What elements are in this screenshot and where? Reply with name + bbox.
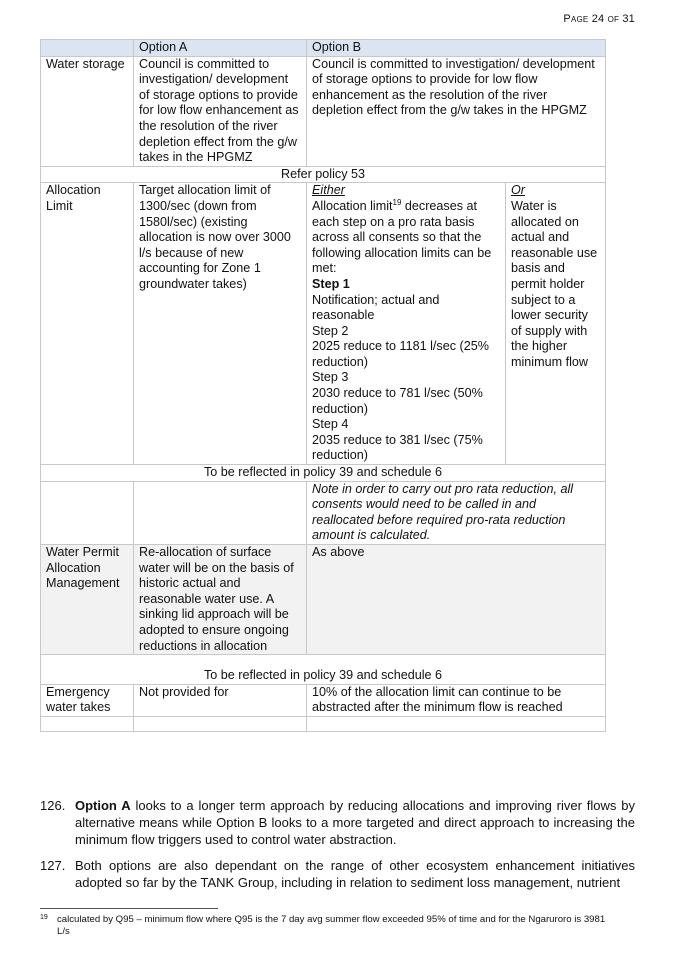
paragraph-text — [75, 797, 635, 848]
step2-label: Step 2 — [312, 323, 349, 338]
permit-management-option-a: Re-allocation of surface water will be on the basis of historic actual and reasonable water use. A sinking lid approach will be adopted to ensure ongoing reductions in allocation — [134, 545, 307, 655]
paragraph-127 — [40, 857, 635, 891]
row-reflected-2 — [41, 655, 606, 685]
water-storage-option-b: Council is committed to investigation/ development of storage options to provide for low flow enhancement as the resolution of the river depletion effect from the g/w takes in the HPGMZ — [307, 56, 606, 166]
reflected-policy-text-2: To be reflected in policy 39 and schedule 6 — [41, 655, 606, 685]
footnote-ref: 19 — [392, 197, 402, 207]
table-header-row — [41, 40, 606, 57]
page-number: Page 24 of 31 — [563, 13, 635, 25]
footnote-text: calculated by Q95 – minimum flow where Q95 is the 7 day avg summer flow exceeded 95% of time and for the Ngaruroro is 3981 L/s — [57, 914, 606, 937]
paragraph-number: 126. — [40, 798, 66, 813]
note-empty-label — [41, 481, 134, 544]
permit-management-option-b: As above — [307, 545, 606, 655]
paragraph-body: looks to a longer term approach by reducing allocations and improving river flows by alternative means while Option B looks to a more targeted and direct approach to increasing the minimum flow triggers used to control water abstraction. — [75, 798, 635, 847]
allocation-limit-or — [506, 183, 606, 465]
footnote-divider — [40, 908, 218, 909]
row-refer-policy — [41, 166, 606, 183]
either-text-start: Allocation limit — [312, 198, 393, 213]
row-label-water-storage: Water storage — [41, 56, 134, 166]
note-empty-option-a — [134, 481, 307, 544]
options-table — [40, 39, 606, 732]
row-water-storage — [41, 56, 606, 166]
blank-cell-3 — [307, 716, 606, 731]
either-description — [312, 199, 500, 277]
row-blank — [41, 716, 606, 731]
blank-cell-1 — [41, 716, 134, 731]
row-permit-management — [41, 545, 606, 655]
row-allocation-limit — [41, 183, 606, 465]
footnote — [40, 914, 615, 938]
or-label: Or — [511, 183, 525, 198]
note-text: Note in order to carry out pro rata reduction, all consents would need to be called in and reallocated before required pro-rata reduction amount is calculated. — [307, 481, 606, 544]
row-label-permit-management: Water Permit Allocation Management — [41, 545, 134, 655]
step3-label: Step 3 — [312, 370, 349, 385]
either-label: Either — [312, 183, 345, 198]
paragraph-126 — [40, 797, 635, 848]
row-reflected-1 — [41, 465, 606, 482]
step4-label: Step 4 — [312, 417, 349, 432]
either-text-end: decreases at each step on a pro rata basis across all consents so that the following allocation limits can be met: — [312, 198, 492, 276]
step4-text: 2035 reduce to 381 l/sec (75% reduction) — [312, 432, 483, 463]
header-option-b: Option B — [307, 40, 606, 57]
row-note — [41, 481, 606, 544]
row-label-emergency: Emergency water takes — [41, 684, 134, 716]
row-label-allocation-limit: Allocation Limit — [41, 183, 134, 465]
allocation-limit-either — [307, 183, 506, 465]
reflected-policy-text-1: To be reflected in policy 39 and schedule 6 — [41, 465, 606, 482]
header-empty-cell — [41, 40, 134, 57]
water-storage-option-a: Council is committed to investigation/ development of storage options to provide for low flow enhancement as the resolution of the river depletion effect from the g/w takes in the HPGMZ — [134, 56, 307, 166]
paragraph-body: Both options are also dependant on the range of other ecosystem enhancement initiatives adopted so far by the TANK Group, including in relation to sediment loss management, nutrient — [75, 858, 635, 890]
allocation-limit-option-a: Target allocation limit of 1300/sec (down from 1580l/sec) (existing allocation is now over 3000 l/s because of new accounting for Zone 1 groundwater takes) — [134, 183, 307, 465]
footnote-number: 19 — [40, 914, 48, 921]
blank-cell-2 — [134, 716, 307, 731]
emergency-option-b: 10% of the allocation limit can continue to be abstracted after the minimum flow is reached — [307, 684, 606, 716]
row-emergency — [41, 684, 606, 716]
or-text: Water is allocated on actual and reasonable use basis and permit holder subject to a lower security of supply with the higher minimum flow — [511, 198, 598, 369]
emergency-option-a: Not provided for — [134, 684, 307, 716]
step1-label: Step 1 — [312, 276, 350, 291]
refer-policy-text: Refer policy 53 — [41, 166, 606, 183]
option-a-emphasis: Option A — [75, 798, 131, 813]
step3-text: 2030 reduce to 781 l/sec (50% reduction) — [312, 386, 483, 416]
step1-text: Notification; actual and reasonable — [312, 292, 440, 323]
step2-text: 2025 reduce to 1181 l/sec (25% reduction) — [312, 339, 489, 369]
paragraph-number: 127. — [40, 858, 66, 873]
header-option-a: Option A — [134, 40, 307, 57]
